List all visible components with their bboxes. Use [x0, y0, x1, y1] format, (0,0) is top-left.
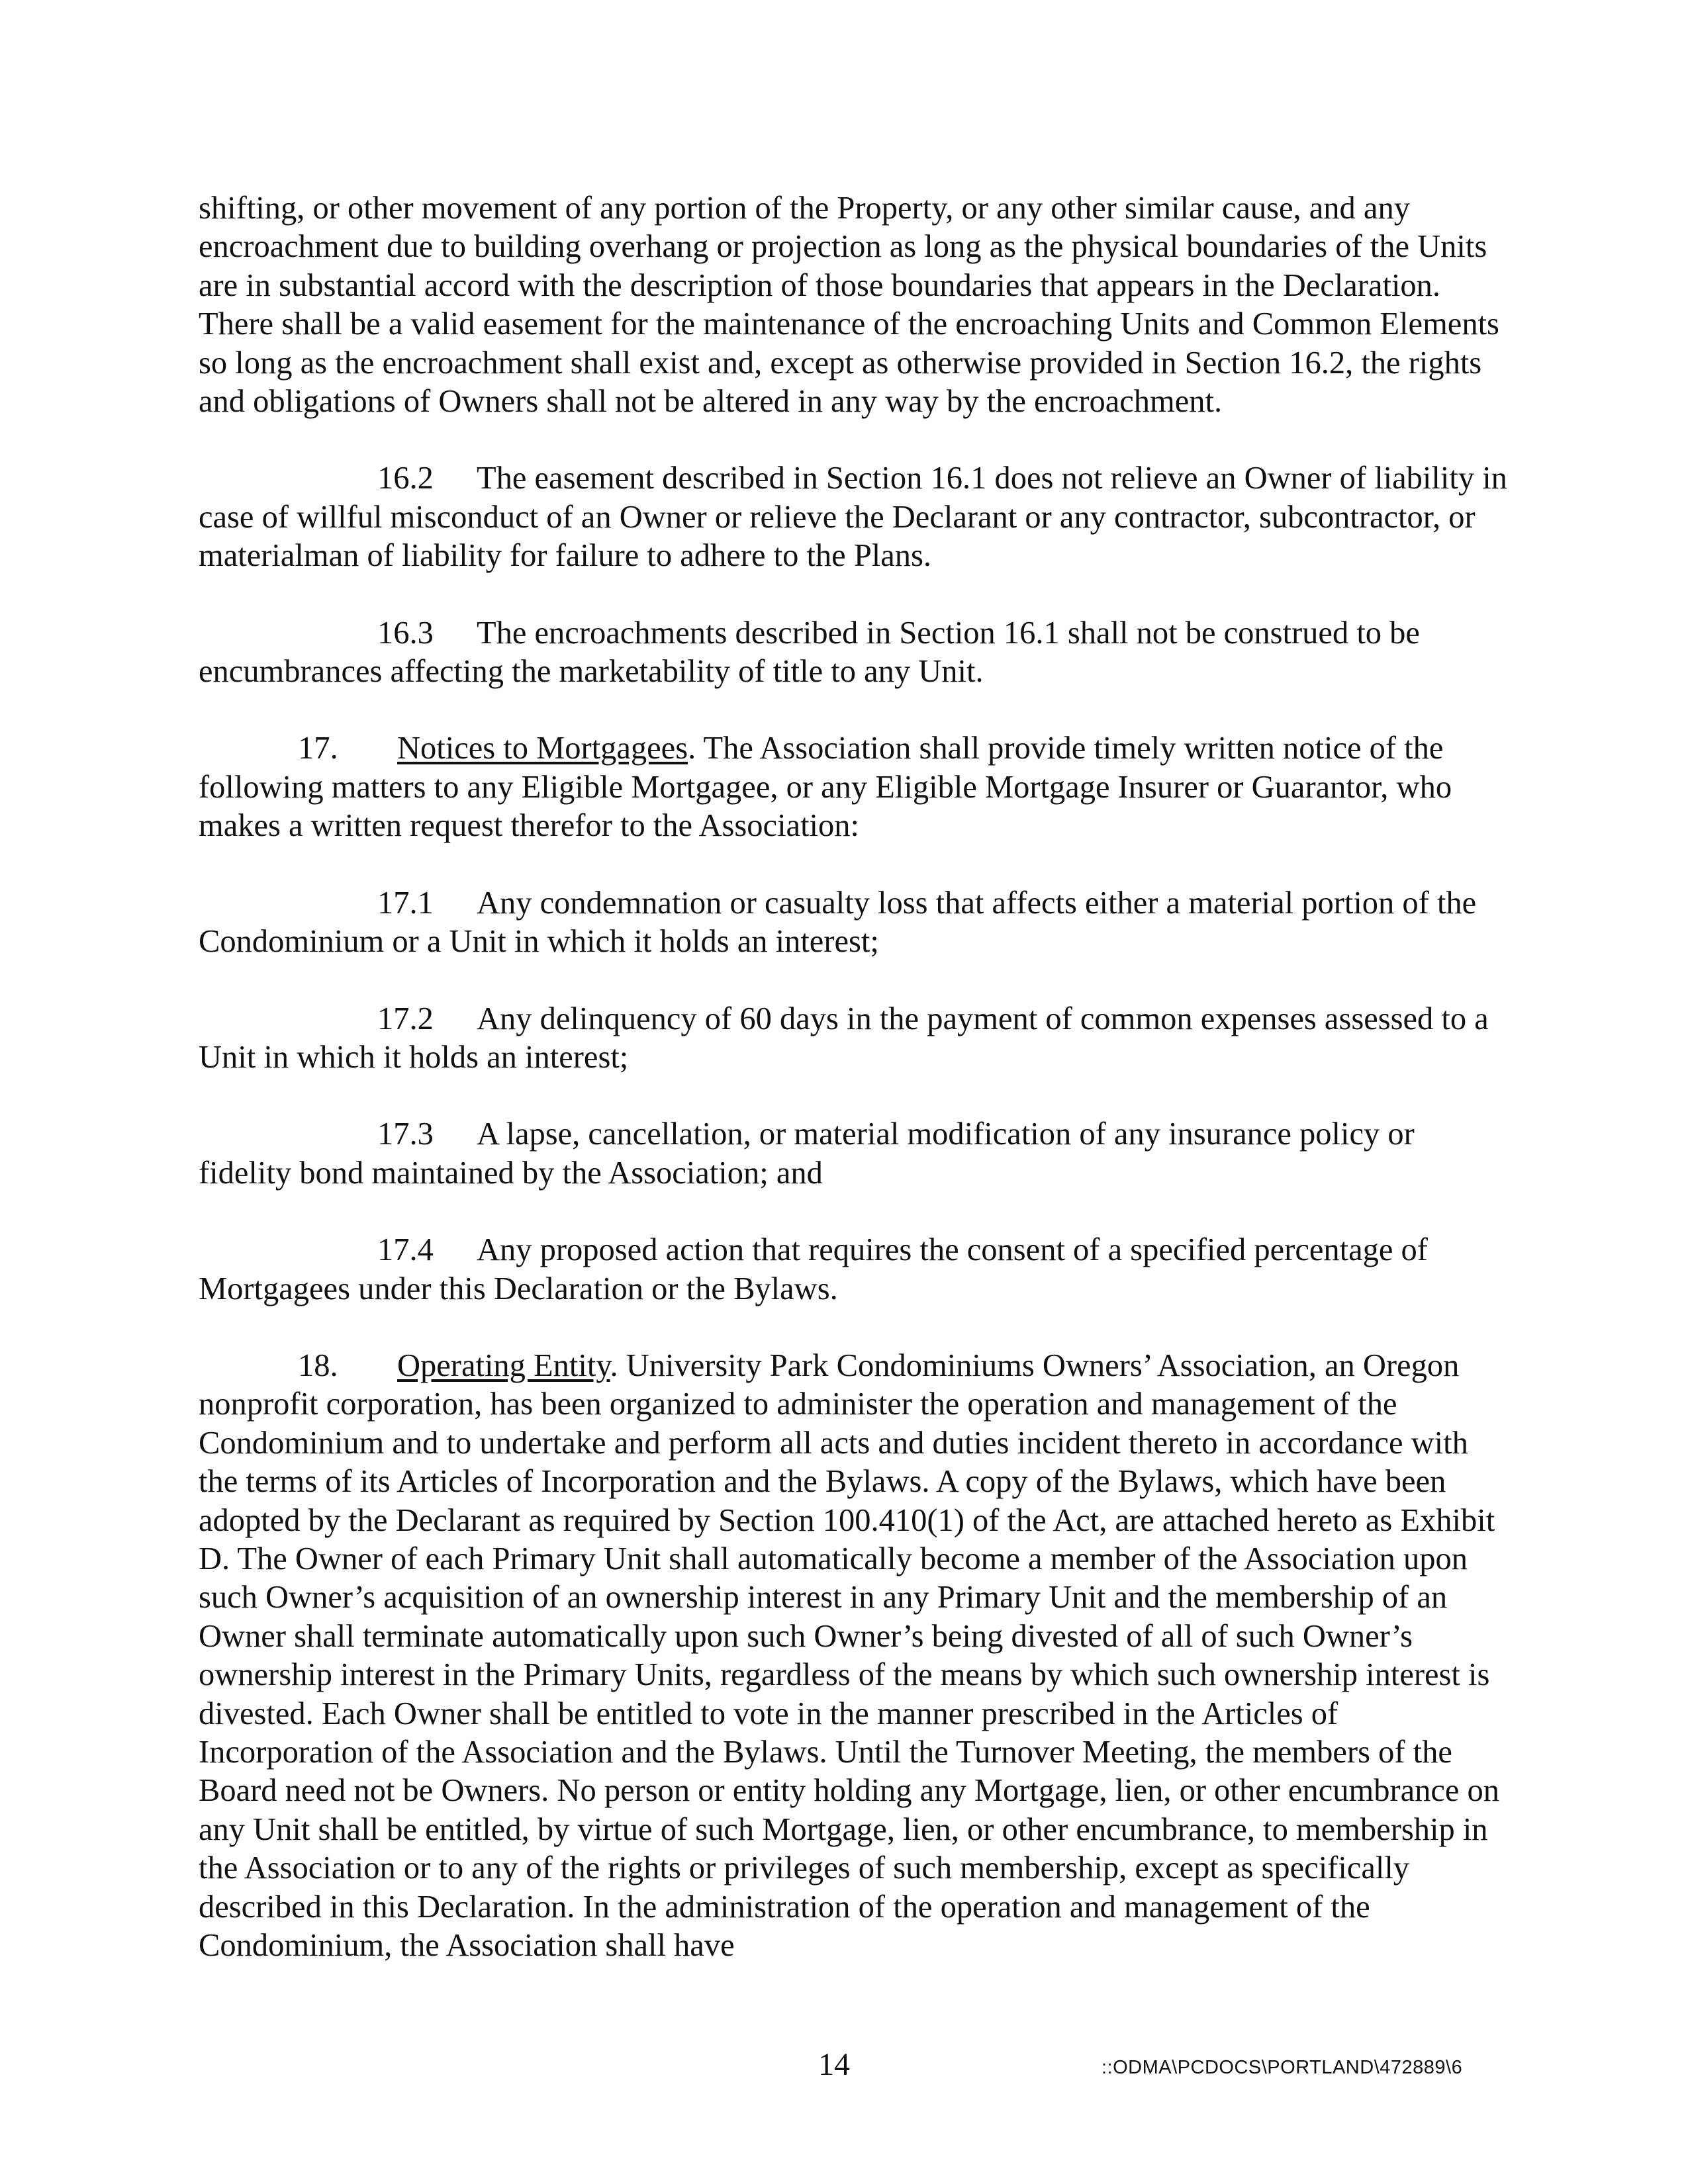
section-17-2: [199, 1000, 1509, 1077]
section-heading: Operating Entity: [397, 1347, 610, 1383]
section-text: Any condemnation or casualty loss that affects either a material portion of the Condominium or a Unit in which it holds an interest;: [199, 885, 1477, 960]
section-16-3: [199, 614, 1509, 692]
section-number: 17.: [298, 731, 338, 766]
section-17: [199, 729, 1509, 845]
section-text: The encroachments described in Section 16.1 shall not be construed to be encumbrances affecting the marketability of title to any Unit.: [199, 615, 1420, 690]
page-footer: [0, 2045, 1688, 2085]
section-text: Any proposed action that requires the consent of a specified percentage of Mortgagees under this Declaration or the Bylaws.: [199, 1232, 1428, 1306]
document-path: ::ODMA\PCDOCS\PORTLAND\472889\6: [1102, 2057, 1463, 2078]
section-16-2: [199, 459, 1509, 575]
section-text: The easement described in Section 16.1 does not relieve an Owner of liability in case of willful misconduct of an Owner or relieve the Declarant or any contractor, subcontractor, or materialman of liability for failure to adhere to the Plans.: [199, 461, 1507, 574]
section-17-4: [199, 1231, 1509, 1308]
section-17-1: [199, 884, 1509, 962]
section-text: Any delinquency of 60 days in the payment of common expenses assessed to a Unit in which it holds an interest;: [199, 1001, 1489, 1075]
section-number: 17.4: [377, 1232, 434, 1268]
section-heading: Notices to Mortgagees: [397, 731, 688, 766]
section-number: 16.3: [377, 615, 434, 651]
section-text: . University Park Condominiums Owners’ Association, an Oregon nonprofit corporation, has been organized to administer the operation and management of the Condominium and to undertake and perform all acts and duties incident thereto in accordance with the terms of its Articles of Incorporation and the Bylaws. A copy of the Bylaws, which have been adopted by the Declarant as required by Section 100.410(1) of the Act, are attached hereto as Exhibit D. The Owner of each Primary Unit shall automatically become a member of the Association upon such Owner’s acquisition of an ownership interest in any Primary Unit and the membership of an Owner shall terminate automatically upon such Owner’s being divested of all of such Owner’s ownership interest in the Primary Units, regardless of the means by which such ownership interest is divested. Each Owner shall be entitled to vote in the manner prescribed in the Articles of Incorporation of the Association and the Bylaws. Until the Turnover Meeting, the members of the Board need not be Owners. No person or entity holding any Mortgage, lien, or other encumbrance on any Unit shall be entitled, by virtue of such Mortgage, lien, or other encumbrance, to membership in the Association or to any of the rights or privileges of such membership, except as specifically described in this Declaration. In the administration of the operation and management of the Condominium, the Association shall have: [199, 1347, 1500, 1964]
section-number: 17.2: [377, 1001, 434, 1036]
section-number: 17.3: [377, 1116, 434, 1152]
section-text: . The Association shall provide timely written notice of the following matters to any Eligible Mortgagee, or any Eligible Mortgage Insurer or Guarantor, who makes a written request therefor to the Association:: [199, 731, 1452, 844]
document-body: [199, 189, 1509, 2003]
page-number: 14: [818, 2047, 850, 2082]
section-number: 17.1: [377, 885, 434, 921]
paragraph-continuation: shifting, or other movement of any portion of the Property, or any other similar cause, and any encroachment due to building overhang or projection as long as the physical boundaries of the Units are in substantial accord with the description of those boundaries that appears in the Declaration. There shall be a valid easement for the maintenance of the encroaching Units and Common Elements so long as the encroachment shall exist and, except as otherwise provided in Section 16.2, the rights and obligations of Owners shall not be altered in any way by the encroachment.: [199, 191, 1499, 420]
section-18: [199, 1347, 1509, 1966]
section-number: 16.2: [377, 461, 434, 496]
section-17-3: [199, 1115, 1509, 1193]
section-text: A lapse, cancellation, or material modification of any insurance policy or fidelity bond maintained by the Association; and: [199, 1116, 1415, 1191]
section-number: 18.: [298, 1347, 338, 1383]
